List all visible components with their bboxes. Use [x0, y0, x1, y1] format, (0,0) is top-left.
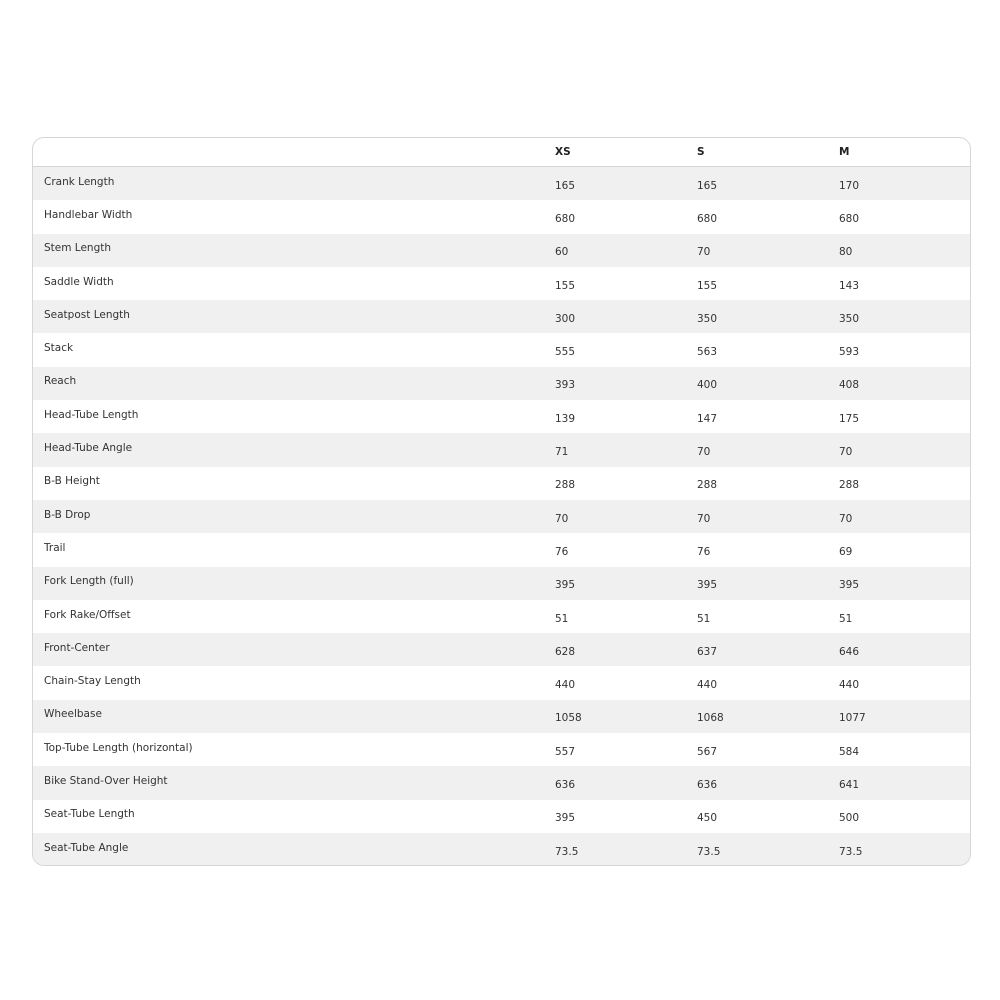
value-s: 70 — [697, 512, 711, 525]
value-m: 70 — [839, 446, 853, 459]
value-s: 165 — [697, 179, 718, 192]
header-label-column — [33, 138, 555, 167]
value-cell-s — [697, 700, 839, 733]
value-m: 680 — [839, 212, 860, 225]
value-s: 288 — [697, 479, 718, 492]
table-row — [33, 500, 970, 533]
value-cell-m — [839, 267, 970, 300]
row-label-cell — [33, 267, 555, 300]
value-m: 175 — [839, 412, 860, 425]
value-xs: 71 — [555, 446, 569, 459]
value-m: 51 — [839, 612, 853, 625]
value-cell-xs — [555, 766, 697, 799]
geometry-table-container — [32, 137, 971, 866]
table-row — [33, 666, 970, 699]
value-m: 500 — [839, 812, 860, 825]
row-label-cell — [33, 433, 555, 466]
table-row — [33, 533, 970, 566]
value-cell-xs — [555, 433, 697, 466]
row-label-cell — [33, 766, 555, 799]
value-s: 636 — [697, 778, 718, 791]
value-cell-s — [697, 500, 839, 533]
value-cell-s — [697, 400, 839, 433]
value-m: 80 — [839, 246, 853, 259]
value-cell-m — [839, 833, 970, 866]
value-s: 637 — [697, 645, 718, 658]
value-cell-m — [839, 633, 970, 666]
row-label: Reach — [44, 375, 77, 388]
value-cell-xs — [555, 700, 697, 733]
value-cell-s — [697, 733, 839, 766]
value-cell-s — [697, 833, 839, 866]
table-header-row — [33, 138, 970, 167]
value-m: 646 — [839, 645, 860, 658]
value-xs: 139 — [555, 412, 576, 425]
value-cell-m — [839, 700, 970, 733]
row-label-cell — [33, 300, 555, 333]
value-cell-m — [839, 500, 970, 533]
value-s: 680 — [697, 212, 718, 225]
value-xs: 70 — [555, 512, 569, 525]
value-cell-xs — [555, 200, 697, 233]
value-cell-xs — [555, 167, 697, 201]
geometry-table — [33, 138, 970, 866]
row-label-cell — [33, 733, 555, 766]
value-xs: 395 — [555, 812, 576, 825]
value-cell-xs — [555, 267, 697, 300]
row-label-cell — [33, 633, 555, 666]
value-m: 69 — [839, 545, 853, 558]
value-cell-s — [697, 467, 839, 500]
value-cell-m — [839, 400, 970, 433]
row-label: Seat-Tube Length — [44, 808, 135, 821]
value-cell-s — [697, 333, 839, 366]
value-s: 70 — [697, 446, 711, 459]
value-s: 70 — [697, 246, 711, 259]
value-s: 350 — [697, 312, 718, 325]
value-xs: 628 — [555, 645, 576, 658]
row-label: Stem Length — [44, 242, 112, 255]
value-s: 73.5 — [697, 845, 721, 858]
value-cell-xs — [555, 733, 697, 766]
table-row — [33, 200, 970, 233]
value-cell-s — [697, 300, 839, 333]
row-label: Chain-Stay Length — [44, 675, 141, 688]
row-label-cell — [33, 800, 555, 833]
value-s: 563 — [697, 346, 718, 359]
row-label: Stack — [44, 342, 74, 355]
value-cell-s — [697, 433, 839, 466]
value-cell-s — [697, 600, 839, 633]
row-label-cell — [33, 567, 555, 600]
value-cell-s — [697, 267, 839, 300]
value-m: 395 — [839, 579, 860, 592]
value-cell-xs — [555, 833, 697, 866]
row-label-cell — [33, 467, 555, 500]
value-cell-xs — [555, 234, 697, 267]
row-label: Fork Rake/Offset — [44, 608, 131, 621]
value-m: 170 — [839, 179, 860, 192]
value-cell-m — [839, 800, 970, 833]
value-s: 147 — [697, 412, 718, 425]
table-body — [33, 167, 970, 867]
row-label: Fork Length (full) — [44, 575, 134, 588]
value-xs: 60 — [555, 246, 569, 259]
value-cell-m — [839, 666, 970, 699]
table-row — [33, 167, 970, 201]
row-label-cell — [33, 333, 555, 366]
value-xs: 393 — [555, 379, 576, 392]
value-s: 567 — [697, 745, 718, 758]
value-s: 395 — [697, 579, 718, 592]
value-m: 408 — [839, 379, 860, 392]
value-cell-xs — [555, 367, 697, 400]
value-xs: 636 — [555, 778, 576, 791]
value-cell-m — [839, 467, 970, 500]
value-m: 1077 — [839, 712, 866, 725]
table-row — [33, 800, 970, 833]
value-m: 584 — [839, 745, 860, 758]
value-xs: 165 — [555, 179, 576, 192]
value-cell-m — [839, 766, 970, 799]
table-row — [33, 267, 970, 300]
table-row — [33, 367, 970, 400]
table-row — [33, 433, 970, 466]
value-xs: 1058 — [555, 712, 582, 725]
table-row — [33, 766, 970, 799]
value-m: 288 — [839, 479, 860, 492]
value-cell-xs — [555, 666, 697, 699]
value-cell-m — [839, 300, 970, 333]
value-cell-xs — [555, 500, 697, 533]
row-label-cell — [33, 600, 555, 633]
value-cell-m — [839, 533, 970, 566]
table-row — [33, 400, 970, 433]
value-m: 593 — [839, 346, 860, 359]
value-s: 450 — [697, 812, 718, 825]
value-cell-xs — [555, 300, 697, 333]
row-label-cell — [33, 666, 555, 699]
value-m: 440 — [839, 679, 860, 692]
row-label-cell — [33, 500, 555, 533]
value-cell-s — [697, 200, 839, 233]
table-row — [33, 600, 970, 633]
value-cell-m — [839, 167, 970, 201]
value-cell-xs — [555, 633, 697, 666]
row-label-cell — [33, 533, 555, 566]
value-cell-xs — [555, 333, 697, 366]
value-cell-m — [839, 367, 970, 400]
value-xs: 73.5 — [555, 845, 579, 858]
row-label-cell — [33, 400, 555, 433]
row-label: B-B Drop — [44, 508, 91, 521]
row-label: Head-Tube Length — [44, 408, 139, 421]
value-xs: 76 — [555, 545, 569, 558]
value-s: 440 — [697, 679, 718, 692]
row-label: Crank Length — [44, 175, 115, 188]
row-label-cell — [33, 234, 555, 267]
header-size-m: M — [839, 138, 970, 167]
value-m: 73.5 — [839, 845, 863, 858]
value-m: 641 — [839, 778, 860, 791]
row-label-cell — [33, 700, 555, 733]
value-cell-m — [839, 600, 970, 633]
value-xs: 395 — [555, 579, 576, 592]
value-cell-s — [697, 234, 839, 267]
row-label: Saddle Width — [44, 275, 114, 288]
row-label: Head-Tube Angle — [44, 442, 133, 455]
value-xs: 51 — [555, 612, 569, 625]
value-m: 143 — [839, 279, 860, 292]
value-xs: 680 — [555, 212, 576, 225]
value-cell-m — [839, 733, 970, 766]
value-cell-s — [697, 533, 839, 566]
value-xs: 300 — [555, 312, 576, 325]
table-row — [33, 733, 970, 766]
row-label: Handlebar Width — [44, 208, 133, 221]
value-xs: 288 — [555, 479, 576, 492]
value-s: 400 — [697, 379, 718, 392]
row-label-cell — [33, 200, 555, 233]
row-label: B-B Height — [44, 475, 100, 488]
value-s: 155 — [697, 279, 718, 292]
value-cell-s — [697, 367, 839, 400]
header-size-s: S — [697, 138, 839, 167]
value-cell-m — [839, 567, 970, 600]
value-m: 350 — [839, 312, 860, 325]
table-row — [33, 467, 970, 500]
value-cell-s — [697, 666, 839, 699]
table-row — [33, 700, 970, 733]
table-row — [33, 633, 970, 666]
value-cell-s — [697, 800, 839, 833]
row-label-cell — [33, 367, 555, 400]
value-cell-s — [697, 766, 839, 799]
row-label: Front-Center — [44, 641, 110, 654]
table-row — [33, 300, 970, 333]
value-cell-xs — [555, 467, 697, 500]
value-xs: 557 — [555, 745, 576, 758]
value-cell-s — [697, 167, 839, 201]
row-label: Seatpost Length — [44, 308, 130, 321]
header-size-xs: XS — [555, 138, 697, 167]
value-cell-xs — [555, 400, 697, 433]
row-label-cell — [33, 833, 555, 866]
value-cell-xs — [555, 567, 697, 600]
row-label: Bike Stand-Over Height — [44, 774, 168, 787]
value-s: 51 — [697, 612, 711, 625]
value-xs: 555 — [555, 346, 576, 359]
value-cell-m — [839, 234, 970, 267]
value-cell-xs — [555, 800, 697, 833]
table-row — [33, 333, 970, 366]
value-m: 70 — [839, 512, 853, 525]
value-cell-m — [839, 333, 970, 366]
row-label: Trail — [44, 541, 66, 554]
value-xs: 155 — [555, 279, 576, 292]
table-row — [33, 234, 970, 267]
value-cell-m — [839, 433, 970, 466]
row-label-cell — [33, 167, 555, 201]
table-row — [33, 567, 970, 600]
value-cell-xs — [555, 600, 697, 633]
row-label: Top-Tube Length (horizontal) — [44, 741, 193, 754]
table-row — [33, 833, 970, 866]
row-label: Seat-Tube Angle — [44, 841, 129, 854]
value-cell-m — [839, 200, 970, 233]
value-cell-s — [697, 567, 839, 600]
row-label: Wheelbase — [44, 708, 102, 721]
value-cell-xs — [555, 533, 697, 566]
value-s: 1068 — [697, 712, 724, 725]
value-s: 76 — [697, 545, 711, 558]
value-cell-s — [697, 633, 839, 666]
value-xs: 440 — [555, 679, 576, 692]
